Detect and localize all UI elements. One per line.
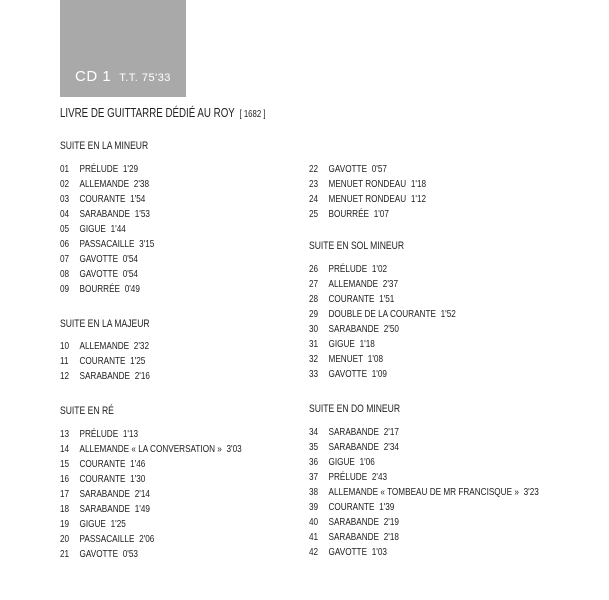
track-name: GAVOTTE [328, 546, 368, 558]
track-time: 3'03 [226, 443, 242, 455]
track-row [309, 531, 399, 546]
track-number: 35 [309, 441, 319, 453]
track-number: 34 [309, 426, 319, 438]
track-name: SARABANDE [79, 370, 131, 382]
track-number: 02 [60, 178, 70, 190]
track-row [60, 253, 138, 268]
track-row [60, 340, 149, 355]
total-time: T.T. 75'33 [119, 72, 171, 84]
track-number: 16 [60, 473, 70, 485]
track-number: 20 [60, 533, 70, 545]
track-row [309, 353, 383, 368]
track-number: 07 [60, 253, 70, 265]
track-number: 01 [60, 163, 70, 175]
track-time: 0'53 [122, 548, 138, 560]
track-row [60, 473, 145, 488]
track-row [309, 278, 398, 293]
track-time: 1'29 [122, 163, 139, 175]
track-number: 42 [309, 546, 319, 558]
track-time: 2'18 [383, 531, 399, 543]
track-number: 39 [309, 501, 319, 513]
track-row [309, 501, 394, 516]
track-time: 1'12 [410, 193, 427, 205]
track-time: 1'07 [373, 208, 389, 220]
track-time: 3'23 [523, 486, 539, 498]
book-title-text: LIVRE DE GUITTARRE DÉDIÉ AU ROY [60, 106, 235, 120]
track-row [309, 441, 399, 456]
track-number: 12 [60, 370, 70, 382]
track-row [309, 516, 399, 531]
track-number: 21 [60, 548, 70, 560]
track-time: 2'34 [383, 441, 399, 453]
track-row [309, 178, 426, 193]
track-time: 1'06 [359, 456, 375, 468]
track-row [309, 208, 389, 223]
track-time: 1'18 [410, 178, 427, 190]
track-number: 14 [60, 443, 70, 455]
track-name: GIGUE [79, 518, 106, 530]
track-time: 1'49 [134, 503, 150, 515]
track-name: COURANTE [328, 293, 375, 305]
track-number: 26 [309, 263, 319, 275]
track-time: 2'16 [134, 370, 150, 382]
track-name: PRÉLUDE [79, 163, 119, 175]
track-row [309, 486, 539, 501]
track-row [309, 293, 394, 308]
suite-title: SUITE EN DO MINEUR [309, 403, 401, 415]
cd-number: CD 1 [75, 68, 112, 85]
track-row [309, 263, 387, 278]
track-time: 0'54 [122, 253, 138, 265]
track-time: 2'43 [371, 471, 388, 483]
track-name: GIGUE [79, 223, 106, 235]
track-name: ALLEMANDE « TOMBEAU DE MR FRANCISQUE » [328, 486, 519, 498]
track-row [60, 488, 150, 503]
track-time: 0'54 [122, 268, 138, 280]
track-number: 25 [309, 208, 319, 220]
track-number: 03 [60, 193, 70, 205]
track-time: 1'18 [359, 338, 375, 350]
track-name: MENUET [328, 353, 364, 365]
track-name: GIGUE [328, 338, 355, 350]
track-time: 2'50 [383, 323, 399, 335]
track-name: COURANTE [79, 193, 126, 205]
track-row [60, 223, 126, 238]
track-row [60, 458, 145, 473]
track-name: SARABANDE [328, 516, 380, 528]
track-time: 3'15 [139, 238, 155, 250]
track-time: 1'13 [122, 428, 139, 440]
track-time: 1'54 [130, 193, 146, 205]
track-name: GAVOTTE [328, 163, 368, 175]
track-name: GAVOTTE [328, 368, 368, 380]
cd-label [75, 68, 171, 85]
track-number: 05 [60, 223, 70, 235]
track-row [60, 163, 138, 178]
track-name: COURANTE [79, 458, 126, 470]
track-time: 1'53 [134, 208, 150, 220]
track-row [60, 518, 126, 533]
track-row [60, 178, 149, 193]
track-number: 22 [309, 163, 319, 175]
track-row [60, 443, 242, 458]
track-time: 1'08 [367, 353, 384, 365]
track-time: 1'51 [379, 293, 395, 305]
track-row [309, 323, 399, 338]
track-row [309, 368, 387, 383]
track-row [309, 308, 456, 323]
track-name: GAVOTTE [79, 268, 119, 280]
track-number: 37 [309, 471, 319, 483]
track-time: 1'25 [130, 355, 146, 367]
track-time: 2'37 [382, 278, 399, 290]
track-number: 13 [60, 428, 70, 440]
track-number: 40 [309, 516, 319, 528]
track-name: DOUBLE DE LA COURANTE [328, 308, 436, 320]
track-name: PRÉLUDE [328, 471, 368, 483]
track-time: 2'38 [133, 178, 150, 190]
track-number: 08 [60, 268, 70, 280]
track-time: 1'02 [371, 263, 388, 275]
track-number: 31 [309, 338, 319, 350]
track-row [60, 503, 150, 518]
track-time: 1'52 [440, 308, 456, 320]
track-name: MENUET RONDEAU [328, 178, 407, 190]
track-number: 28 [309, 293, 319, 305]
track-name: SARABANDE [328, 323, 380, 335]
track-number: 06 [60, 238, 70, 250]
track-row [309, 546, 387, 561]
track-name: BOURRÉE [328, 208, 370, 220]
suite-title: SUITE EN RÉ [60, 405, 114, 417]
track-number: 19 [60, 518, 70, 530]
suite-title: SUITE EN LA MINEUR [60, 140, 149, 152]
track-row [60, 428, 138, 443]
track-number: 17 [60, 488, 70, 500]
track-row [60, 355, 145, 370]
track-name: ALLEMANDE [328, 278, 379, 290]
track-name: COURANTE [328, 501, 375, 513]
track-name: COURANTE [79, 355, 126, 367]
track-row [60, 193, 145, 208]
track-number: 38 [309, 486, 319, 498]
track-row [309, 163, 387, 178]
track-time: 2'19 [383, 516, 399, 528]
track-name: PASSACAILLE [79, 238, 135, 250]
track-time: 2'14 [134, 488, 150, 500]
track-row [60, 238, 154, 253]
track-name: COURANTE [79, 473, 126, 485]
track-name: PASSACAILLE [79, 533, 135, 545]
track-number: 32 [309, 353, 319, 365]
book-year: [ 1682 ] [239, 109, 266, 120]
track-row [60, 283, 140, 298]
track-name: GAVOTTE [79, 253, 119, 265]
track-number: 04 [60, 208, 70, 220]
track-name: MENUET RONDEAU [328, 193, 407, 205]
suite-title: SUITE EN LA MAJEUR [60, 318, 150, 330]
track-number: 36 [309, 456, 319, 468]
track-row [60, 268, 138, 283]
track-name: BOURRÉE [79, 283, 121, 295]
track-name: SARABANDE [328, 531, 380, 543]
track-name: SARABANDE [328, 426, 380, 438]
track-name: SARABANDE [79, 488, 131, 500]
track-name: SARABANDE [79, 503, 131, 515]
track-name: PRÉLUDE [328, 263, 368, 275]
track-time: 0'57 [371, 163, 387, 175]
track-row [309, 471, 387, 486]
book-title [60, 106, 266, 120]
track-number: 15 [60, 458, 70, 470]
track-number: 11 [60, 355, 69, 367]
track-number: 29 [309, 308, 319, 320]
track-row [309, 193, 426, 208]
track-time: 1'30 [130, 473, 146, 485]
track-time: 2'06 [139, 533, 155, 545]
track-number: 41 [309, 531, 319, 543]
suite-title: SUITE EN SOL MINEUR [309, 240, 405, 252]
track-row [60, 533, 154, 548]
track-name: SARABANDE [79, 208, 131, 220]
track-name: ALLEMANDE [79, 340, 130, 352]
track-time: 0'49 [124, 283, 140, 295]
track-name: SARABANDE [328, 441, 380, 453]
track-number: 10 [60, 340, 70, 352]
track-number: 33 [309, 368, 319, 380]
track-row [309, 456, 375, 471]
track-time: 1'25 [110, 518, 126, 530]
track-name: ALLEMANDE « LA CONVERSATION » [79, 443, 222, 455]
track-name: GAVOTTE [79, 548, 119, 560]
track-row [309, 426, 399, 441]
track-row [60, 548, 138, 563]
track-number: 30 [309, 323, 319, 335]
track-name: ALLEMANDE [79, 178, 130, 190]
track-time: 1'03 [371, 546, 387, 558]
track-time: 1'09 [371, 368, 387, 380]
track-number: 09 [60, 283, 70, 295]
track-name: GIGUE [328, 456, 355, 468]
track-row [60, 370, 150, 385]
track-row [309, 338, 375, 353]
track-time: 2'17 [383, 426, 399, 438]
track-number: 24 [309, 193, 319, 205]
track-name: PRÉLUDE [79, 428, 119, 440]
track-time: 1'39 [379, 501, 395, 513]
track-number: 23 [309, 178, 319, 190]
track-time: 2'32 [133, 340, 150, 352]
track-time: 1'46 [130, 458, 146, 470]
track-time: 1'44 [110, 223, 126, 235]
track-number: 18 [60, 503, 70, 515]
track-number: 27 [309, 278, 319, 290]
track-row [60, 208, 150, 223]
